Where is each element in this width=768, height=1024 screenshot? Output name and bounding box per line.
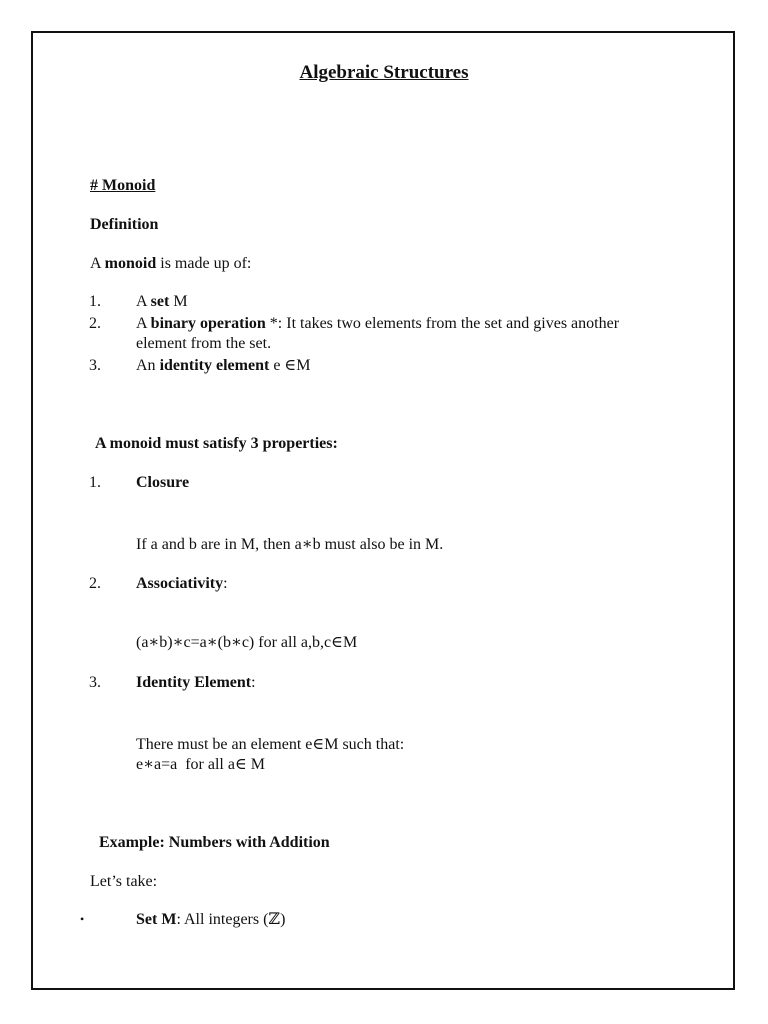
section-heading: # Monoid [90, 177, 156, 194]
definition-heading: Definition [90, 216, 159, 233]
example-heading: Example: Numbers with Addition [99, 834, 330, 851]
list-number: 3. [89, 357, 101, 374]
list-number: 2. [89, 315, 101, 332]
property-identity-text-2: e∗a=a for all a∈ M [136, 756, 266, 773]
list-number: 1. [89, 474, 101, 491]
example-intro: Let’s take: [90, 873, 158, 890]
component-item-binary-operation-continued: element from the set. [136, 335, 272, 352]
list-number: 1. [89, 293, 101, 310]
page-title: Algebraic Structures [299, 62, 469, 83]
bullet-icon: • [80, 912, 85, 926]
property-associativity-text: (a∗b)∗c=a∗(b∗c) for all a,b,c∈M [136, 634, 358, 651]
intro-paragraph: A monoid is made up of: [90, 255, 252, 272]
property-closure-text: If a and b are in M, then a∗b must also be in M. [136, 536, 444, 553]
properties-heading: A monoid must satisfy 3 properties: [95, 435, 338, 452]
list-number: 3. [89, 674, 101, 691]
property-identity-text: There must be an element e∈M such that: [136, 736, 405, 753]
list-number: 2. [89, 575, 101, 592]
